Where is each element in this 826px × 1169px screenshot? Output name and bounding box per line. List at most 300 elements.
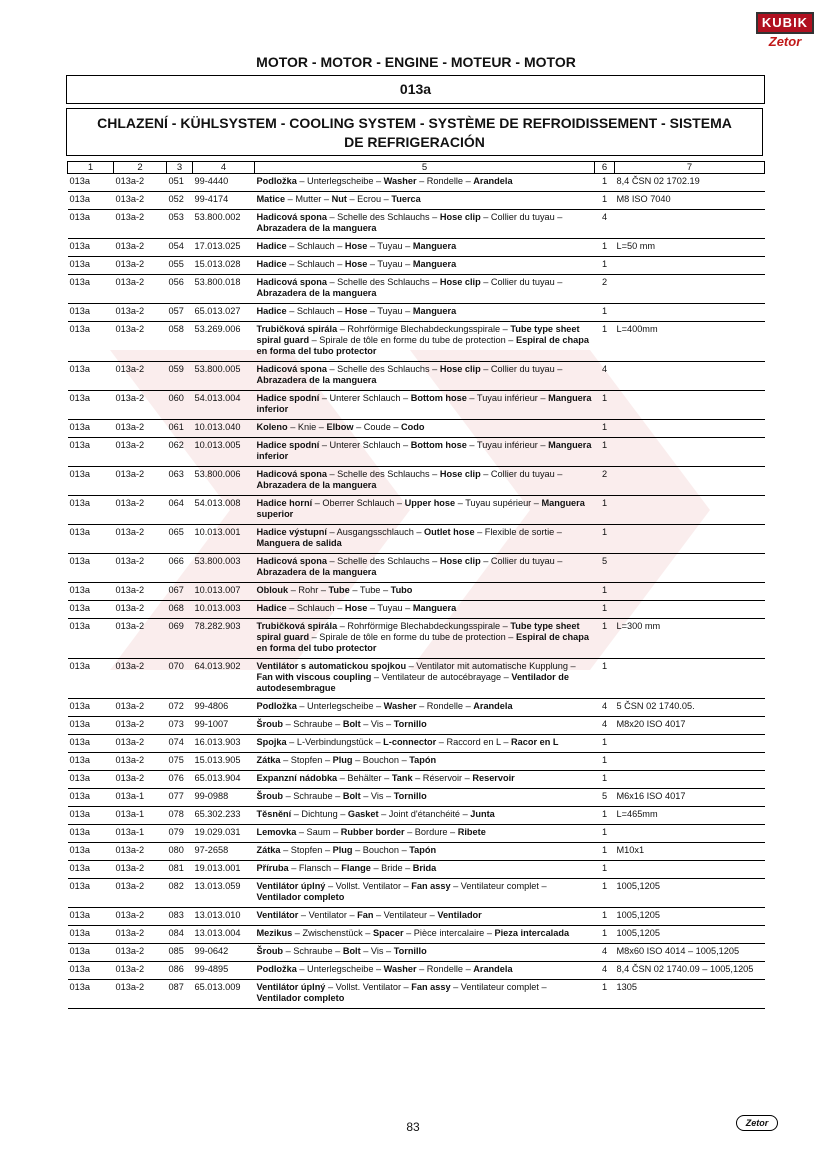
cell-c7 [615,257,765,275]
cell-description [255,391,595,420]
description-part: Bolt [342,946,361,956]
cell-c4: 54.013.004 [193,391,255,420]
description-part: – Rondelle – [416,701,474,711]
cell-c4: 15.013.905 [193,753,255,771]
cell-description [255,420,595,438]
description-part: Reservoir [472,773,515,783]
description-part: Codo [401,422,425,432]
description-part: Ventilátor [256,910,299,920]
description-part: – Vis – [360,719,394,729]
cell-c7: L=50 mm [615,239,765,257]
cell-c3: 069 [167,619,193,659]
description-part: – Mutter – [285,194,332,204]
cell-c3: 078 [167,807,193,825]
table-row [68,525,765,554]
cell-c7 [615,735,765,753]
description-part: Ventilátor úplný [256,982,326,992]
description-part: Upper hose [404,498,456,508]
description-part: Spacer [372,928,404,938]
cell-c1: 013a [68,735,114,753]
cell-c3: 063 [167,467,193,496]
description-part: Flange [341,863,371,873]
cell-c1: 013a [68,362,114,391]
description-part: Lemovka [256,827,297,837]
description-part: – Schraube – [283,946,343,956]
cell-description [255,467,595,496]
description-part: Abrazadera de la manguera [256,567,377,577]
cell-c2: 013a-2 [114,735,167,753]
cell-c3: 057 [167,304,193,322]
description-part: – Réservoir – [412,773,473,783]
cell-c3: 055 [167,257,193,275]
description-part: – Bouchon – [352,845,410,855]
description-part: Hadice spodní [256,393,320,403]
description-part: – Ventilator mit automatische Kupplung – [406,661,576,671]
cell-c4: 99-4174 [193,192,255,210]
parts-table [67,161,765,1009]
table-row [68,879,765,908]
cell-c6: 1 [595,257,615,275]
cell-c6: 1 [595,771,615,789]
description-part: Tornillo [393,946,427,956]
cell-c1: 013a [68,174,114,192]
description-part: – Behälter – [337,773,392,783]
cell-c2: 013a-2 [114,467,167,496]
cell-c7: M8x20 ISO 4017 [615,717,765,735]
description-part: Ventilátor úplný [256,881,326,891]
cell-c1: 013a [68,554,114,583]
cell-description [255,807,595,825]
cell-c7: M8 ISO 7040 [615,192,765,210]
description-part: Trubičková spirála [256,621,338,631]
description-part: Podložka [256,176,297,186]
description-part: – Tuyau – [367,241,413,251]
cell-c4: 10.013.005 [193,438,255,467]
cell-c1: 013a [68,192,114,210]
cell-c7: L=300 mm [615,619,765,659]
description-part: Zátka [256,845,281,855]
description-part: Manguera inferior [256,440,592,461]
description-part: – Tuyau – [367,603,413,613]
description-part: Hadicová spona [256,556,327,566]
cell-c3: 074 [167,735,193,753]
cell-c1: 013a [68,861,114,879]
cell-c4: 99-0988 [193,789,255,807]
cell-description [255,496,595,525]
cell-c7 [615,391,765,420]
table-row [68,304,765,322]
cell-c4: 97-2658 [193,843,255,861]
description-part: – Coude – [353,422,402,432]
description-part: Washer [383,701,417,711]
cell-c4: 10.013.007 [193,583,255,601]
cell-c4: 64.013.902 [193,659,255,699]
table-row [68,980,765,1009]
cell-c4: 53.800.006 [193,467,255,496]
description-part: Šroub [256,791,284,801]
description-part: Hadice výstupní [256,527,327,537]
description-part: Tubo [390,585,413,595]
table-row [68,210,765,239]
description-part: – Bride – [370,863,413,873]
cell-c3: 052 [167,192,193,210]
table-row [68,619,765,659]
cell-c6: 4 [595,210,615,239]
description-part: Hose clip [439,277,481,287]
cell-c4: 99-4440 [193,174,255,192]
description-part: Ventilador completo [256,993,345,1003]
cell-c2: 013a-2 [114,843,167,861]
cell-c2: 013a-2 [114,717,167,735]
cell-c7 [615,601,765,619]
description-part: – Ventilateur complet – [450,881,547,891]
cell-c3: 080 [167,843,193,861]
table-row [68,438,765,467]
cell-c4: 53.800.018 [193,275,255,304]
cell-c7 [615,554,765,583]
table-row [68,962,765,980]
cell-c4: 99-4806 [193,699,255,717]
description-part: – Unterer Schlauch – [319,440,411,450]
cell-c4: 19.029.031 [193,825,255,843]
description-part: Bottom hose [410,393,467,403]
description-part: Fan [357,910,374,920]
description-part: – Schelle des Schlauchs – [326,212,440,222]
description-part: – Dichtung – [291,809,348,819]
cell-c2: 013a-2 [114,861,167,879]
cell-c4: 53.269.006 [193,322,255,362]
cell-c6: 1 [595,980,615,1009]
cell-c3: 070 [167,659,193,699]
cell-c1: 013a [68,659,114,699]
cell-c7: M6x16 ISO 4017 [615,789,765,807]
cell-c2: 013a-2 [114,275,167,304]
cell-c1: 013a [68,753,114,771]
description-part: – Flansch – [288,863,342,873]
description-part: Manguera [412,603,457,613]
description-part: – Joint d'étanchéité – [378,809,471,819]
cell-c6: 1 [595,438,615,467]
cell-c6: 1 [595,420,615,438]
cell-c6: 4 [595,962,615,980]
table-header-row [68,162,765,174]
cell-c1: 013a [68,438,114,467]
cell-description [255,438,595,467]
description-part: Espiral de chapa en forma del tubo protector [256,632,589,653]
cell-c4: 15.013.028 [193,257,255,275]
description-part: Expanzní nádobka [256,773,338,783]
cell-c1: 013a [68,583,114,601]
cell-c3: 056 [167,275,193,304]
cell-c1: 013a [68,275,114,304]
cell-c4: 65.013.904 [193,771,255,789]
cell-c3: 068 [167,601,193,619]
description-part: Hadicová spona [256,364,327,374]
cell-description [255,304,595,322]
table-row [68,926,765,944]
cell-c6: 4 [595,944,615,962]
cell-c3: 051 [167,174,193,192]
table-row [68,192,765,210]
description-part: Tube type sheet spiral guard [256,324,580,345]
description-part: – Unterlegscheibe – [296,964,384,974]
cell-c3: 081 [167,861,193,879]
description-part: Oblouk [256,585,289,595]
cell-c7: 8,4 ČSN 02 1702.19 [615,174,765,192]
description-part: Racor en L [510,737,559,747]
description-part: – Schraube – [283,791,343,801]
description-part: Tube [328,585,350,595]
cell-c1: 013a [68,496,114,525]
logo-sub: Zetor [768,34,802,49]
description-part: Trubičková spirála [256,324,338,334]
description-part: Hose clip [439,212,481,222]
cell-c6: 1 [595,807,615,825]
cell-c3: 061 [167,420,193,438]
cell-c6: 1 [595,908,615,926]
cell-c1: 013a [68,467,114,496]
description-part: Podložka [256,701,297,711]
page-title: MOTOR - MOTOR - ENGINE - MOTEUR - MOTOR [256,54,576,70]
cell-c4: 10.013.001 [193,525,255,554]
description-part: – Schlauch – [286,603,345,613]
cell-c1: 013a [68,257,114,275]
cell-c7 [615,861,765,879]
cell-c6: 4 [595,717,615,735]
description-part: Tornillo [393,791,427,801]
cell-c3: 072 [167,699,193,717]
cell-c7 [615,825,765,843]
description-part: Outlet hose [424,527,475,537]
cell-c7 [615,583,765,601]
cell-c3: 084 [167,926,193,944]
cell-c7 [615,362,765,391]
cell-c4: 54.013.008 [193,496,255,525]
table-row [68,583,765,601]
description-part: – Ventilateur complet – [450,982,547,992]
cell-c2: 013a-2 [114,438,167,467]
column-header: 7 [615,162,765,174]
description-part: Brida [412,863,437,873]
table-row [68,717,765,735]
description-part: Hadice [256,306,287,316]
description-part: Bolt [342,719,361,729]
cell-c1: 013a [68,807,114,825]
description-part: – Collier du tuyau – [480,469,563,479]
cell-c3: 059 [167,362,193,391]
cell-c4: 13.013.004 [193,926,255,944]
cell-c7 [615,467,765,496]
cell-c2: 013a-2 [114,753,167,771]
description-part: Abrazadera de la manguera [256,223,377,233]
description-part: Šroub [256,719,284,729]
description-part: Tapón [409,755,437,765]
column-header: 5 [255,162,595,174]
table-row [68,257,765,275]
description-part: Arandela [473,176,513,186]
description-part: – Flexible de sortie – [474,527,562,537]
cell-c7: 1305 [615,980,765,1009]
cell-c2: 013a-2 [114,583,167,601]
column-header: 1 [68,162,114,174]
cell-c3: 076 [167,771,193,789]
cell-c6: 1 [595,322,615,362]
cell-c2: 013a-2 [114,699,167,717]
cell-c6: 1 [595,735,615,753]
cell-description [255,362,595,391]
cell-c7 [615,275,765,304]
cell-c3: 053 [167,210,193,239]
cell-c4: 10.013.003 [193,601,255,619]
description-part: – Spirale de tôle en forme du tube de protection – [309,335,516,345]
description-part: – Zwischenstück – [292,928,373,938]
cell-c6: 1 [595,192,615,210]
cell-c3: 067 [167,583,193,601]
cell-c6: 4 [595,362,615,391]
cell-c2: 013a-2 [114,322,167,362]
description-part: Manguera inferior [256,393,592,414]
description-part: – Vollst. Ventilator – [325,982,412,992]
cell-c6: 5 [595,554,615,583]
cell-c2: 013a-2 [114,962,167,980]
cell-c2: 013a-2 [114,879,167,908]
cell-c3: 073 [167,717,193,735]
table-row [68,659,765,699]
section-code: 013a [66,75,765,104]
description-part: Washer [383,176,417,186]
cell-c4: 53.800.003 [193,554,255,583]
cell-c1: 013a [68,908,114,926]
table-row [68,601,765,619]
cell-c1: 013a [68,962,114,980]
description-part: – Tuyau – [367,306,413,316]
table-row [68,275,765,304]
description-part: – Ventilateur de autocébrayage – [371,672,512,682]
cell-description [255,554,595,583]
description-part: – Schlauch – [286,306,345,316]
cell-c7: L=465mm [615,807,765,825]
description-part: Fan assy [411,881,451,891]
description-part: – Stopfen – [280,845,333,855]
description-part: – Vis – [360,791,394,801]
cell-c2: 013a-2 [114,771,167,789]
description-part: Fan with viscous coupling [256,672,372,682]
description-part: – Bordure – [404,827,458,837]
cell-description [255,926,595,944]
description-part: Hose clip [439,556,481,566]
description-part: – Schlauch – [286,241,345,251]
cell-c6: 5 [595,789,615,807]
description-part: Ventilador completo [256,892,345,902]
table-row [68,843,765,861]
cell-description [255,825,595,843]
description-part: Hadicová spona [256,469,327,479]
description-part: Junta [470,809,495,819]
cell-c3: 083 [167,908,193,926]
cell-description [255,583,595,601]
cell-c6: 1 [595,391,615,420]
table-row [68,789,765,807]
cell-c4: 65.013.027 [193,304,255,322]
cell-c1: 013a [68,420,114,438]
cell-description [255,753,595,771]
description-part: Hose clip [439,469,481,479]
cell-c6: 1 [595,843,615,861]
cell-c1: 013a [68,601,114,619]
description-part: Šroub [256,946,284,956]
cell-c1: 013a [68,926,114,944]
description-part: – Unterer Schlauch – [319,393,411,403]
cell-description [255,239,595,257]
description-part: Manguera [412,306,457,316]
description-part: Tapón [409,845,437,855]
cell-c1: 013a [68,391,114,420]
cell-c3: 079 [167,825,193,843]
description-part: Ribete [457,827,486,837]
description-part: Matice [256,194,286,204]
cell-c1: 013a [68,210,114,239]
description-part: – Ausgangsschlauch – [326,527,425,537]
description-part: – Rohr – [288,585,329,595]
description-part: Ventilador de autodesembrague [256,672,570,693]
cell-c1: 013a [68,699,114,717]
cell-c4: 10.013.040 [193,420,255,438]
cell-c2: 013a-2 [114,420,167,438]
cell-description [255,980,595,1009]
description-part: – Pièce intercalaire – [403,928,495,938]
cell-c4: 13.013.010 [193,908,255,926]
description-part: – Raccord en L – [436,737,511,747]
cell-description [255,192,595,210]
cell-c1: 013a [68,771,114,789]
description-part: Hadice [256,241,287,251]
cell-c3: 066 [167,554,193,583]
cell-c7: M10x1 [615,843,765,861]
cell-c7 [615,438,765,467]
cell-c6: 1 [595,601,615,619]
description-part: – Rohrförmige Blechabdeckungsspirale – [337,324,511,334]
table-row [68,174,765,192]
cell-c3: 075 [167,753,193,771]
description-part: Hadice spodní [256,440,320,450]
description-part: – Ventilator – [298,910,358,920]
description-part: – Saum – [296,827,341,837]
cell-c7 [615,304,765,322]
cell-c7: L=400mm [615,322,765,362]
cell-c3: 077 [167,789,193,807]
cell-c2: 013a-2 [114,944,167,962]
description-part: – Schlauch – [286,259,345,269]
description-part: Tuerca [391,194,421,204]
table-row [68,554,765,583]
column-header: 6 [595,162,615,174]
column-header: 4 [193,162,255,174]
cell-c3: 058 [167,322,193,362]
cell-c1: 013a [68,717,114,735]
cell-description [255,210,595,239]
table-row [68,825,765,843]
description-part: – Schelle des Schlauchs – [326,277,440,287]
cell-c1: 013a [68,619,114,659]
cell-c6: 4 [595,699,615,717]
cell-description [255,619,595,659]
cell-c6: 1 [595,753,615,771]
description-part: Manguera [412,241,457,251]
description-part: Abrazadera de la manguera [256,375,377,385]
cell-c7 [615,659,765,699]
cell-c2: 013a-2 [114,619,167,659]
table-row [68,322,765,362]
